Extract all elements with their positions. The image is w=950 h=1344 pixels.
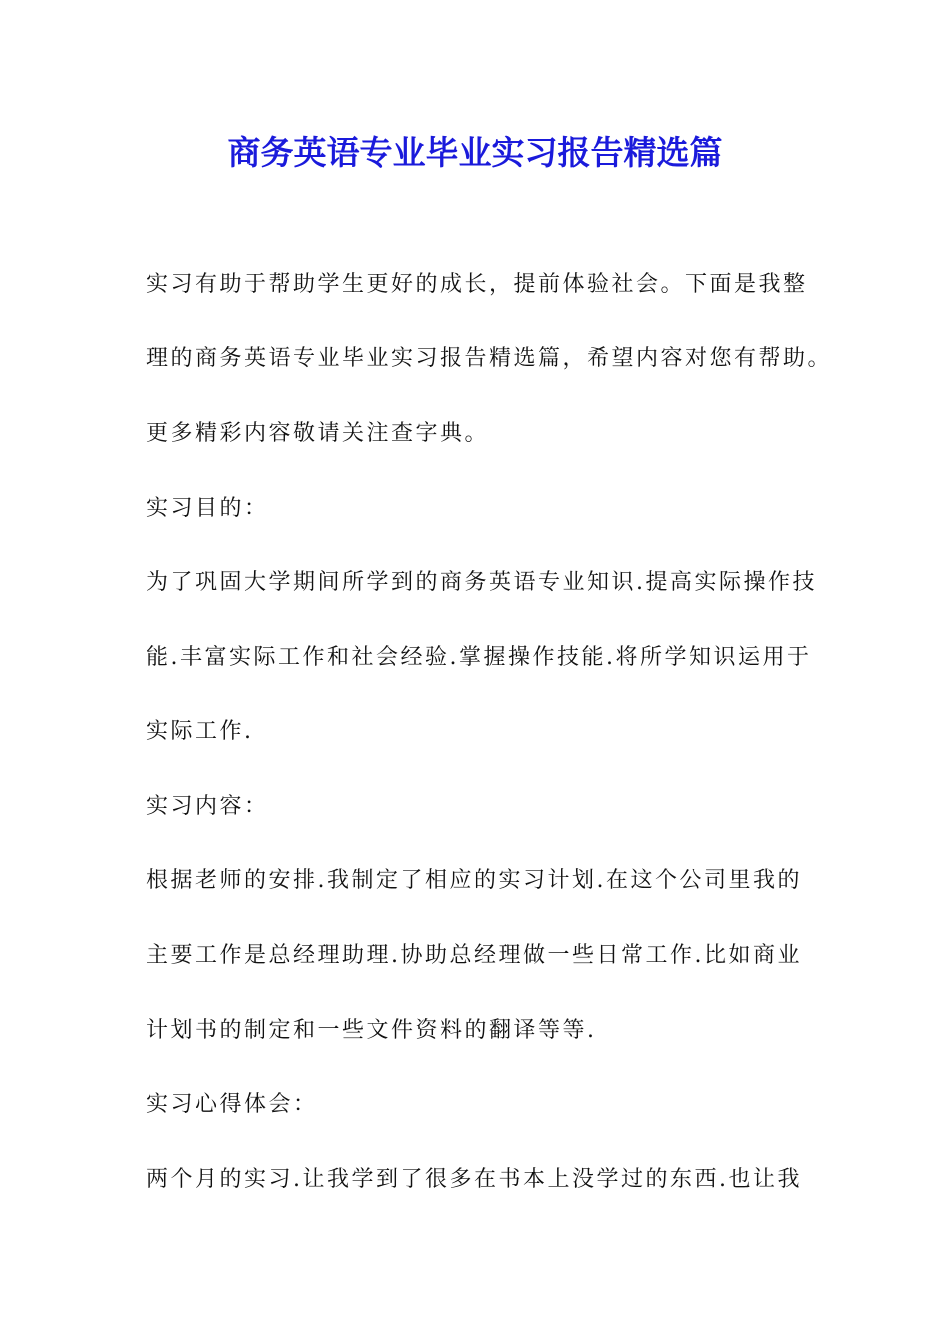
paragraph-line: 主要工作是总经理助理.协助总经理做一些日常工作.比如商业: [146, 943, 802, 968]
section-heading: 实习内容：: [146, 794, 269, 819]
paragraph-line: 实习有助于帮助学生更好的成长，提前体验社会。下面是我整: [146, 272, 808, 297]
paragraph-line: 能.丰富实际工作和社会经验.掌握操作技能.将所学知识运用于: [146, 645, 812, 670]
paragraph-line: 理的商务英语专业毕业实习报告精选篇，希望内容对您有帮助。: [146, 346, 833, 371]
paragraph-line: 计划书的制定和一些文件资料的翻译等等.: [146, 1018, 597, 1043]
paragraph-line: 两个月的实习.让我学到了很多在书本上没学过的东西.也让我: [146, 1167, 802, 1192]
document-title: 商务英语专业毕业实习报告精选篇: [227, 133, 723, 172]
paragraph-line: 更多精彩内容敬请关注查字典。: [146, 421, 490, 446]
section-heading: 实习心得体会：: [146, 1092, 318, 1117]
paragraph-line: 实际工作.: [146, 719, 254, 744]
section-heading: 实习目的：: [146, 496, 269, 521]
paragraph-line: 为了巩固大学期间所学到的商务英语专业知识.提高实际操作技: [146, 570, 817, 595]
paragraph-line: 根据老师的安排.我制定了相应的实习计划.在这个公司里我的: [146, 868, 802, 893]
